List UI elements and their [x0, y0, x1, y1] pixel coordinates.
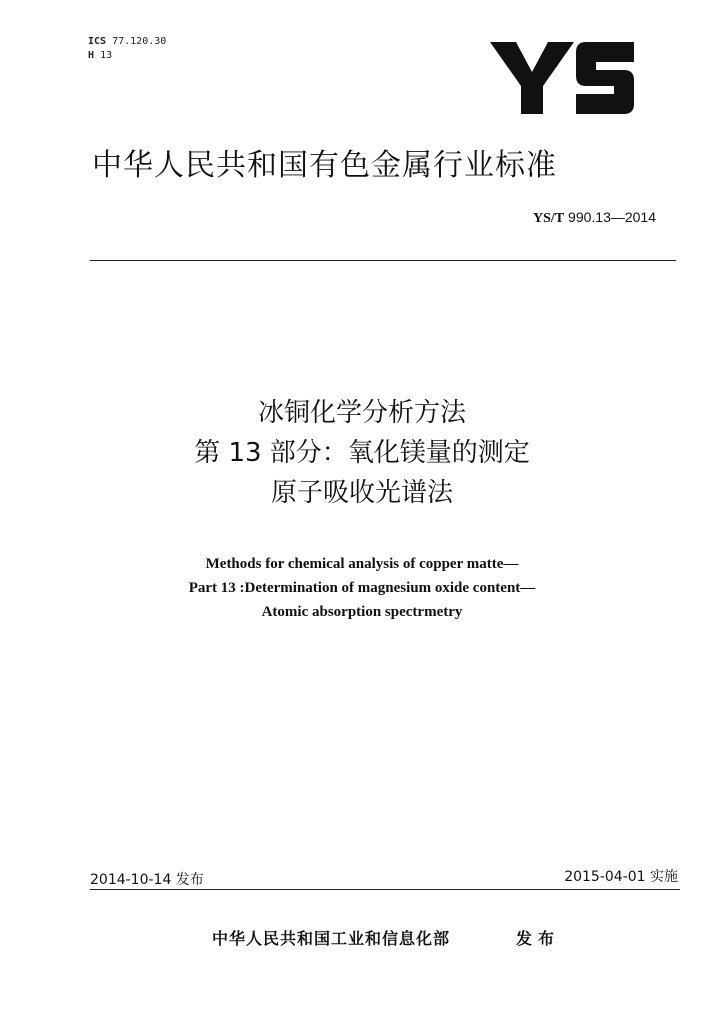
ys-logo: [488, 40, 638, 116]
english-title-line-3: Atomic absorption spectrmetry: [261, 604, 463, 620]
standard-code: 990.13—2014: [568, 209, 656, 225]
issuing-authority: 中华人民共和国工业和信息化部: [212, 929, 451, 948]
ccs-value: 13: [100, 50, 113, 61]
ics-value: 77.120.30: [112, 36, 167, 47]
chinese-title: [0, 393, 724, 513]
header-divider: [90, 260, 676, 261]
chinese-title-line-1: 冰铜化学分析方法: [257, 398, 466, 428]
english-title-line-1: Methods for chemical analysis of copper matte—: [205, 556, 519, 572]
chinese-title-line-2: 第 13 部分：氧化镁量的测定: [194, 438, 530, 468]
classification-codes: [88, 35, 166, 63]
english-title-line-2: Part 13 :Determination of magnesium oxide content—: [188, 580, 536, 596]
implementation-date: 2015-04-01 实施: [564, 869, 678, 885]
industry-standard-title: 中华人民共和国有色金属行业标准: [92, 148, 557, 183]
english-title: [0, 552, 724, 624]
footer-divider: [90, 889, 680, 890]
standard-prefix: YS/T: [533, 211, 565, 226]
ics-code: [88, 35, 166, 49]
publish-label: 发布: [516, 929, 561, 948]
issue-date: 2014-10-14 发布: [90, 872, 204, 888]
standard-number: [533, 209, 656, 227]
ccs-label: H: [88, 50, 95, 61]
chinese-title-line-3: 原子吸收光谱法: [270, 478, 453, 508]
ics-label: ICS: [88, 36, 107, 47]
ccs-code: [88, 49, 166, 63]
